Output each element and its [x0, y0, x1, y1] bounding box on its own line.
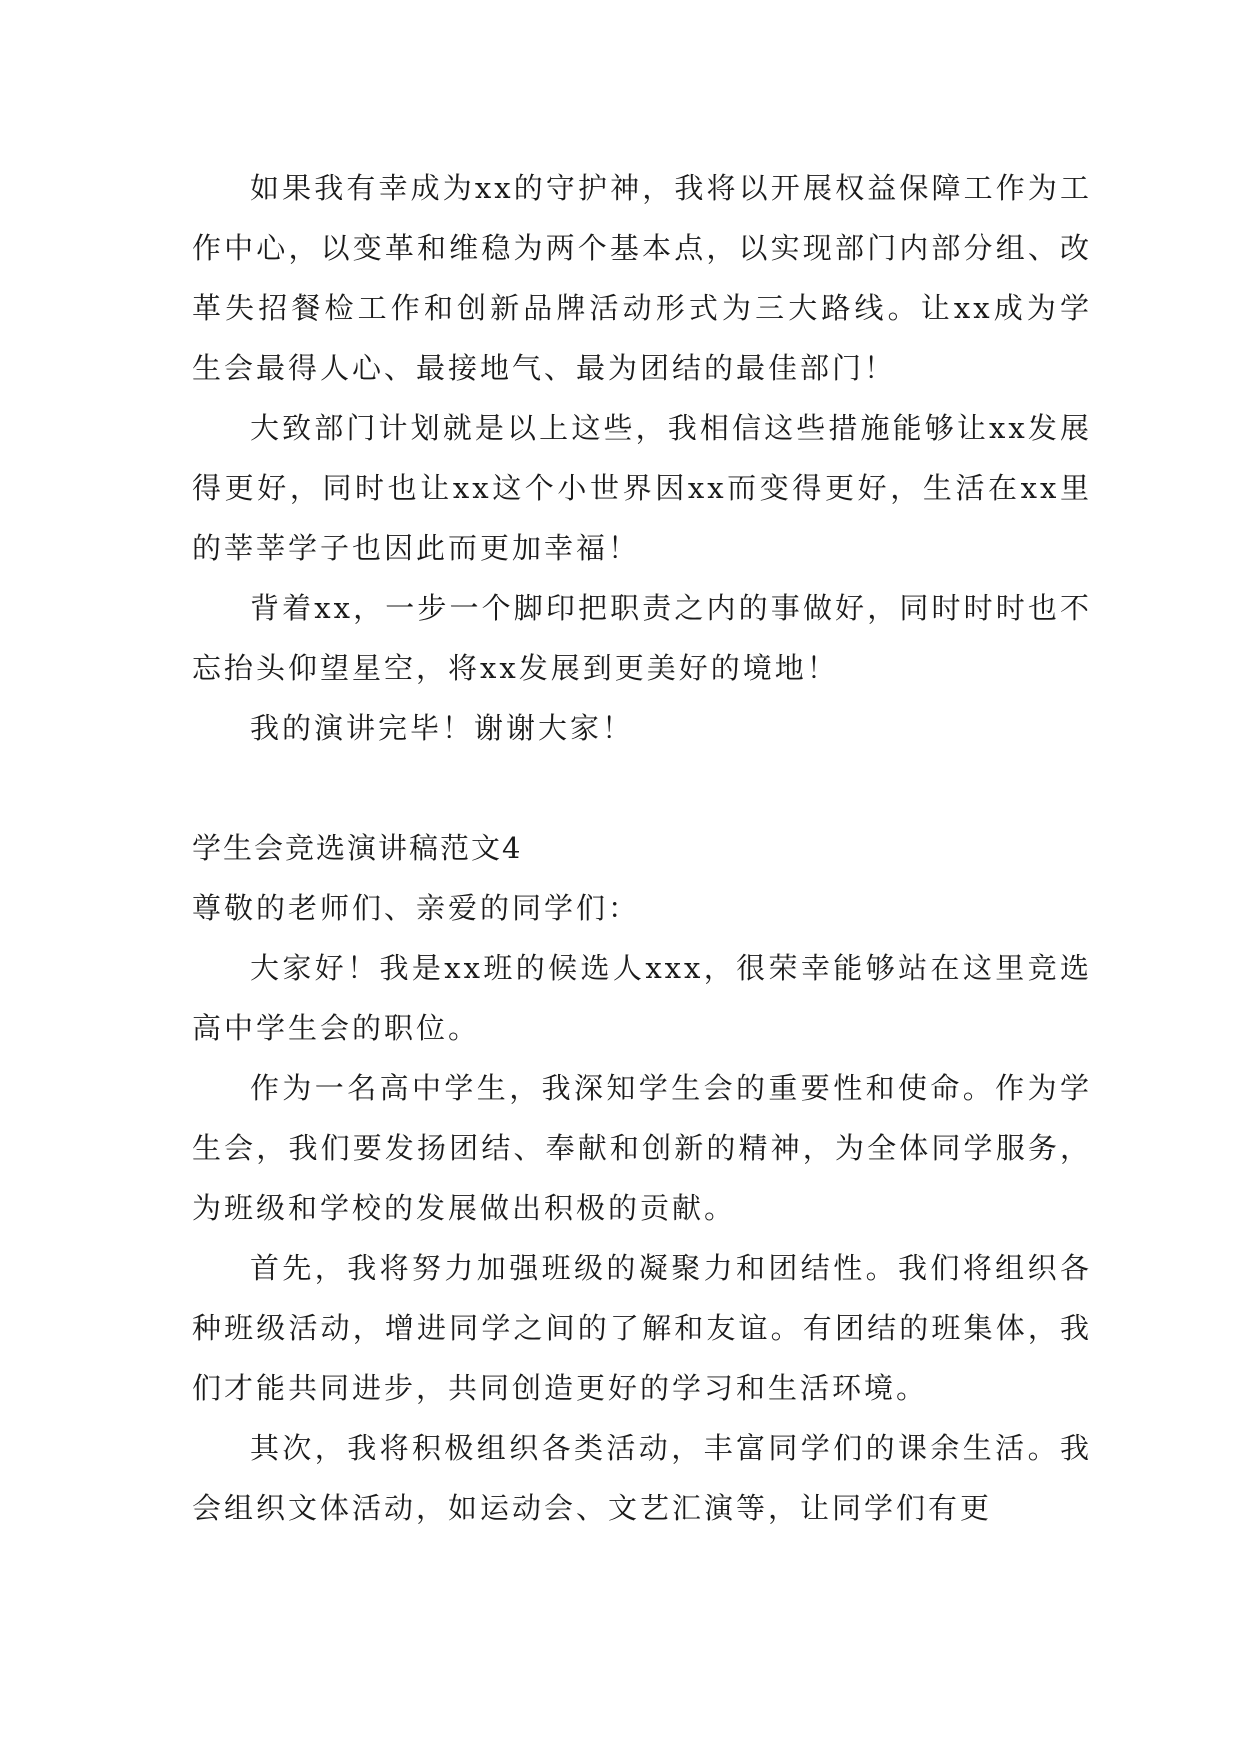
paragraph: 背着xx，一步一个脚印把职责之内的事做好，同时时时也不忘抬头仰望星空，将xx发展到更美好的境地！ [192, 591, 1092, 685]
paragraph: 作为一名高中学生，我深知学生会的重要性和使命。作为学生会，我们要发扬团结、奉献和创新的精神，为全体同学服务，为班级和学校的发展做出积极的贡献。 [192, 1071, 1092, 1225]
salutation: 尊敬的老师们、亲爱的同学们： [192, 891, 641, 925]
paragraph: 首先，我将努力加强班级的凝聚力和团结性。我们将组织各种班级活动，增进同学之间的了解和友谊。有团结的班集体，我们才能共同进步，共同创造更好的学习和生活环境。 [192, 1251, 1092, 1405]
paragraph: 大家好！我是xx班的候选人xxx，很荣幸能够站在这里竞选高中学生会的职位。 [192, 951, 1092, 1045]
paragraph: 大致部门计划就是以上这些，我相信这些措施能够让xx发展得更好，同时也让xx这个小世界因xx而变得更好，生活在xx里的莘莘学子也因此而更加幸福！ [192, 411, 1092, 565]
section-title: 学生会竞选演讲稿范文4 [192, 831, 523, 865]
paragraph: 其次，我将积极组织各类活动，丰富同学们的课余生活。我会组织文体活动，如运动会、文艺汇演等，让同学们有更 [192, 1431, 1092, 1525]
paragraph: 如果我有幸成为xx的守护神，我将以开展权益保障工作为工作中心，以变革和维稳为两个基本点，以实现部门内部分组、改革失招餐检工作和创新品牌活动形式为三大路线。让xx成为学生会最得人心、最接地气、最为团结的最佳部门！ [192, 171, 1092, 385]
document-body [192, 158, 1092, 1538]
paragraph: 我的演讲完毕！谢谢大家！ [250, 711, 635, 745]
